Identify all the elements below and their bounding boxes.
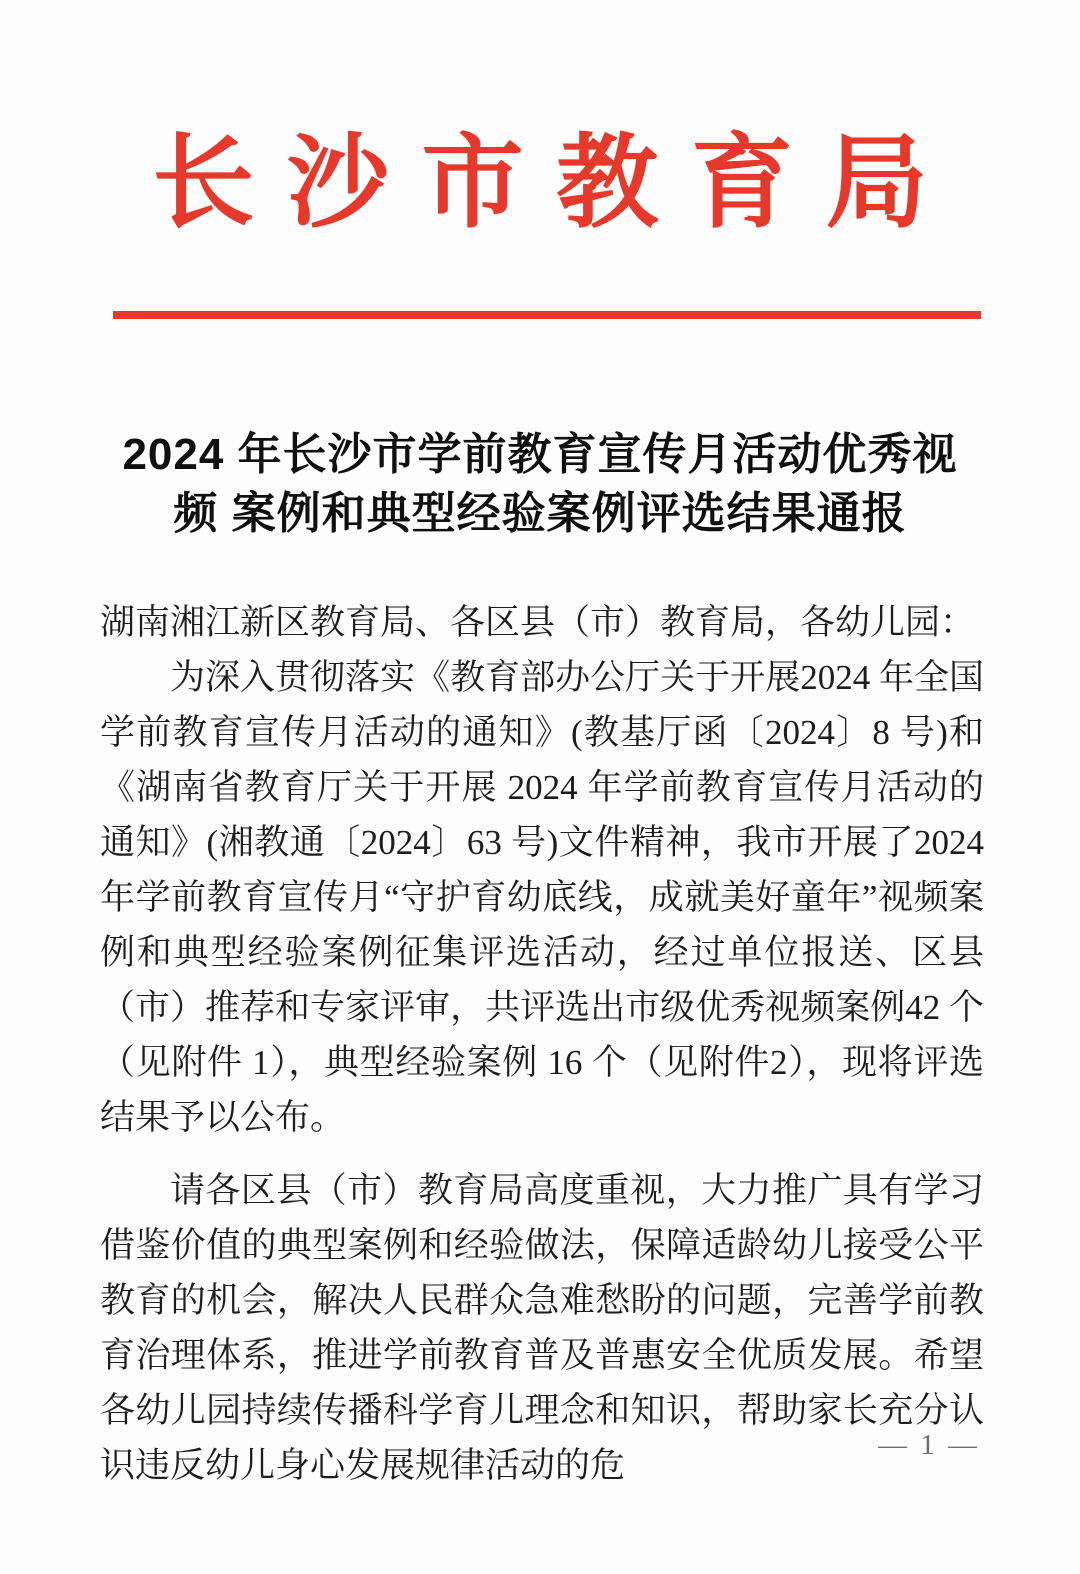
body-paragraph-1: 为深入贯彻落实《教育部办公厅关于开展2024 年全国学前教育宣传月活动的通知》(教基厅函〔2024〕8 号)和《湖南省教育厅关于开展 2024 年学前教育宣传月活动的通知》(湘教通〔2024〕63 号)文件精神，我市开展了2024 年学前教育宣传月“守护育幼底线，成就美好童年”视频案例和典型经验案例征集评选活动，经过单位报送、区县（市）推荐和专家评审，共评选出市级优秀视频案例42 个（见附件 1），典型经验案例 16 个（见附件2），现将评选结果予以公布。	[100, 658, 984, 1138]
document-title-line1: 2024 年长沙市学前教育宣传月活动优秀视	[122, 430, 958, 480]
letterhead-divider	[113, 311, 981, 319]
document-title-line2: 频 案例和典型经验案例评选结果通报	[173, 489, 907, 539]
document-body	[100, 595, 984, 1493]
letterhead	[0, 0, 1080, 319]
issuer-name: 长沙市教育局	[152, 126, 961, 240]
salutation: 湖南湘江新区教育局、各区县（市）教育局，各幼儿园：	[100, 603, 976, 643]
page-number: — 1 —	[878, 1429, 980, 1461]
body-paragraph-2: 请各区县（市）教育局高度重视，大力推广具有学习借鉴价值的典型案例和经验做法，保障适龄幼儿接受公平教育的机会，解决人民群众急难愁盼的问题，完善学前教育治理体系，推进学前教育普及普惠安全优质发展。希望各幼儿园持续传播科学育儿理念和知识，帮助家长充分认识违反幼儿身心发展规律活动的危	[100, 1171, 984, 1486]
document-title	[90, 425, 990, 543]
